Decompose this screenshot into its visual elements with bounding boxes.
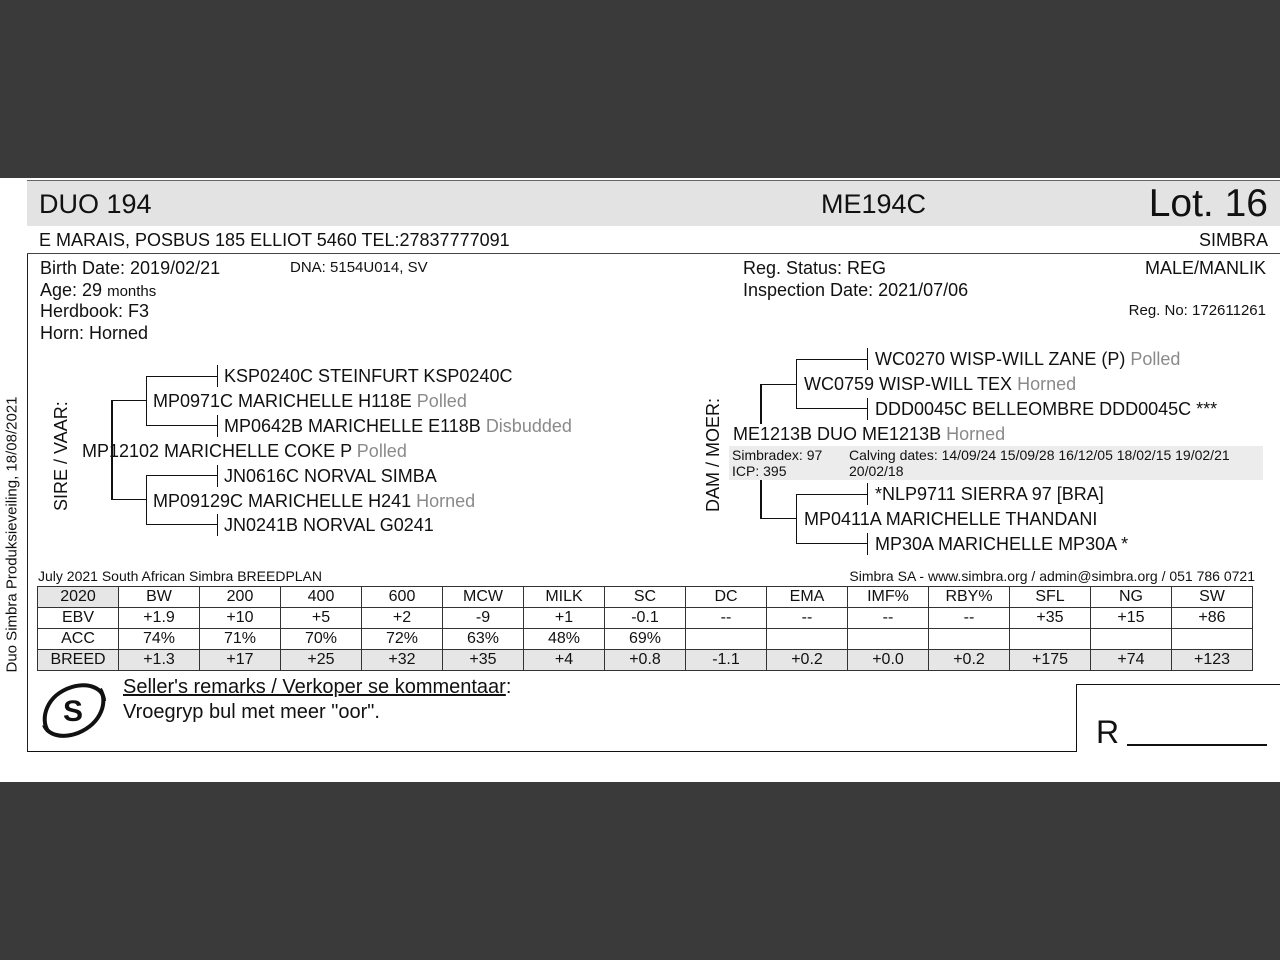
table-cell: ACC	[38, 629, 119, 650]
table-cell: 72%	[362, 629, 443, 650]
table-header-cell: DC	[686, 587, 767, 608]
sire-sire-id: MP0971C MARICHELLE H118E	[153, 391, 412, 411]
table-cell: --	[929, 608, 1010, 629]
dam-sire-dam: DDD0045C BELLEOMBRE DDD0045C ***	[875, 399, 1218, 419]
age-unit: months	[107, 283, 157, 300]
table-cell: +10	[200, 608, 281, 629]
sire-dam-id: MP09129C MARICHELLE H241	[153, 491, 412, 511]
age-value: Age: 29	[40, 280, 103, 300]
table-cell: --	[848, 608, 929, 629]
table-cell: +0.0	[848, 650, 929, 671]
table-cell: BREED	[38, 650, 119, 671]
table-cell: +0.2	[767, 650, 848, 671]
table-cell	[767, 629, 848, 650]
price-line	[1127, 744, 1267, 746]
table-row	[38, 629, 1253, 650]
dam-sire-sire-note: Polled	[1130, 349, 1181, 369]
lot-card	[0, 178, 1280, 782]
sire-dam-note: Horned	[416, 491, 476, 511]
table-header-cell: BW	[119, 587, 200, 608]
table-header-cell: SC	[605, 587, 686, 608]
remarks-text: Vroegryp bul met meer "oor".	[123, 701, 380, 723]
dam-sire-id: WC0759 WISP-WILL TEX	[804, 374, 1013, 394]
table-header-cell: NG	[1091, 587, 1172, 608]
dam-dam-sire: *NLP9711 SIERRA 97 [BRA]	[875, 484, 1104, 504]
dam-stats-box	[729, 446, 1263, 480]
table-cell: +4	[524, 650, 605, 671]
reg-status: Reg. Status: REG	[743, 258, 887, 278]
horn-status: Horn: Horned	[40, 323, 149, 343]
table-cell: --	[767, 608, 848, 629]
table-row	[38, 650, 1253, 671]
sire-sire-dam	[224, 416, 572, 437]
remarks-label: Seller's remarks / Verkoper se kommentaar	[123, 676, 506, 698]
table-header-cell: RBY%	[929, 587, 1010, 608]
table-row	[38, 608, 1253, 629]
sire-sire-note: Polled	[416, 391, 467, 411]
table-header-cell: SW	[1172, 587, 1253, 608]
table-cell: -0.1	[605, 608, 686, 629]
table-header-cell: IMF%	[848, 587, 929, 608]
table-cell: 71%	[200, 629, 281, 650]
table-cell	[1010, 629, 1091, 650]
reg-number: Reg. No: 172611261	[1128, 302, 1266, 319]
sire-sire-dam-id: MP0642B MARICHELLE E118B	[224, 416, 481, 436]
table-cell: +1	[524, 608, 605, 629]
table-cell: 63%	[443, 629, 524, 650]
remarks-colon: :	[505, 676, 512, 698]
table-cell: +1.3	[119, 650, 200, 671]
inspection-date: Inspection Date: 2021/07/06	[743, 280, 969, 300]
herdbook: Herdbook: F3	[40, 301, 150, 321]
table-cell	[1091, 629, 1172, 650]
header-bar	[27, 180, 1280, 227]
table-cell: +123	[1172, 650, 1253, 671]
age	[40, 280, 156, 301]
sire-dam-dam: JN0241B NORVAL G0241	[224, 515, 434, 535]
table-header-row	[38, 587, 1253, 608]
table-cell: +1.9	[119, 608, 200, 629]
calving-dates: Calving dates: 14/09/24 15/09/28 16/12/05 18/02/15 19/02/21	[849, 447, 1230, 463]
calving-dates-cont: 20/02/18	[849, 463, 904, 479]
sire-dam-sire: JN0616C NORVAL SIMBA	[224, 466, 437, 486]
table-cell	[929, 629, 1010, 650]
birth-date: Birth Date: 2019/02/21	[40, 258, 221, 278]
table-header-cell: 400	[281, 587, 362, 608]
sire-name	[82, 441, 407, 462]
dam-sire-sire-id: WC0270 WISP-WILL ZANE (P)	[875, 349, 1126, 369]
table-cell: EBV	[38, 608, 119, 629]
remarks-heading	[123, 676, 511, 699]
dam-name	[733, 424, 1005, 445]
table-cell: +15	[1091, 608, 1172, 629]
sire-sire	[153, 391, 467, 412]
table-cell: 70%	[281, 629, 362, 650]
sire-id: MP12102 MARICHELLE COKE P	[82, 441, 352, 461]
table-cell	[848, 629, 929, 650]
dna-info: DNA: 5154U014, SV	[290, 259, 428, 276]
table-header-cell: 2020	[38, 587, 119, 608]
table-cell: -1.1	[686, 650, 767, 671]
lot-number: Lot. 16	[1148, 182, 1268, 225]
logo-letter: S	[63, 695, 84, 728]
table-cell: +86	[1172, 608, 1253, 629]
sire-sire-dam-note: Disbudded	[485, 416, 572, 436]
table-cell	[1172, 629, 1253, 650]
table-cell: +35	[1010, 608, 1091, 629]
dam-sire	[804, 374, 1076, 395]
sire-horn-note: Polled	[356, 441, 407, 461]
owner-row	[27, 226, 1280, 254]
owner-address: E MARAIS, POSBUS 185 ELLIOT 5460 TEL:27837777091	[39, 230, 510, 250]
table-header-cell: EMA	[767, 587, 848, 608]
table-header-cell: MCW	[443, 587, 524, 608]
table-cell: -9	[443, 608, 524, 629]
table-cell: +0.2	[929, 650, 1010, 671]
price-label: R	[1096, 714, 1120, 750]
table-header-cell: MILK	[524, 587, 605, 608]
table-cell: 69%	[605, 629, 686, 650]
table-cell: +5	[281, 608, 362, 629]
table-cell: +35	[443, 650, 524, 671]
sire-label: SIRE / VAAR:	[51, 401, 71, 511]
table-cell: +175	[1010, 650, 1091, 671]
animal-id: ME194C	[821, 189, 927, 219]
dam-label: DAM / MOER:	[703, 397, 723, 512]
breedplan-contact: Simbra SA - www.simbra.org / admin@simbra.org / 051 786 0721	[849, 568, 1255, 584]
dam-dam-dam: MP30A MARICHELLE MP30A *	[875, 534, 1129, 554]
table-cell: +74	[1091, 650, 1172, 671]
table-cell: 48%	[524, 629, 605, 650]
sire-dam	[153, 491, 475, 512]
sire-sire-sire: KSP0240C STEINFURT KSP0240C	[224, 366, 513, 386]
table-cell: 74%	[119, 629, 200, 650]
table-cell: +32	[362, 650, 443, 671]
icp: ICP: 395	[732, 463, 787, 479]
dam-dam: MP0411A MARICHELLE THANDANI	[804, 509, 1098, 529]
dam-horn-note: Horned	[946, 424, 1006, 444]
breedplan-table	[37, 586, 1253, 671]
dam-id: ME1213B DUO ME1213B	[733, 424, 942, 444]
table-cell: +17	[200, 650, 281, 671]
animal-name: DUO 194	[39, 189, 152, 219]
table-cell: --	[686, 608, 767, 629]
auction-side-label: Duo Simbra Produksieveiling, 18/08/2021	[3, 396, 21, 673]
breedplan-title: July 2021 South African Simbra BREEDPLAN	[38, 568, 323, 584]
simbradex: Simbradex: 97	[732, 447, 823, 463]
table-cell: +2	[362, 608, 443, 629]
dam-sire-note: Horned	[1017, 374, 1077, 394]
table-cell: +0.8	[605, 650, 686, 671]
table-header-cell: 600	[362, 587, 443, 608]
breed-label: SIMBRA	[1198, 230, 1268, 250]
table-header-cell: 200	[200, 587, 281, 608]
table-cell: +25	[281, 650, 362, 671]
table-cell	[686, 629, 767, 650]
dam-sire-sire	[875, 349, 1180, 370]
simbra-logo-icon	[38, 681, 110, 739]
sex: MALE/MANLIK	[1144, 258, 1266, 278]
table-header-cell: SFL	[1010, 587, 1091, 608]
